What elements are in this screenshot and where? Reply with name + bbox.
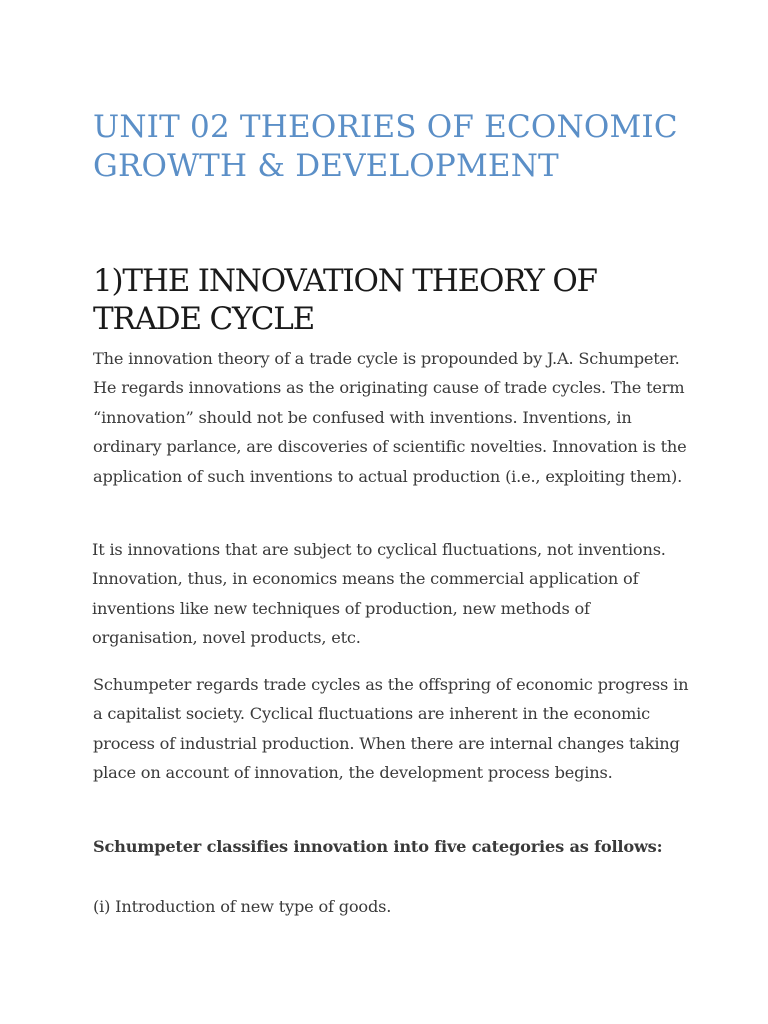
section-heading: 1)THE INNOVATION THEORY OF TRADE CYCLE (93, 263, 597, 337)
category-item: (i) Introduction of new type of goods. (93, 897, 392, 916)
paragraph-economic-progress: Schumpeter regards trade cycles as the offspring of economic progress in a capitalist society. Cyclical fluctuations are inherent in the economic process of industrial production. When there are internal changes taking place on account of innovation, the development process begins. (93, 675, 689, 783)
paragraph-cyclical-fluctuations: It is innovations that are subject to cyclical fluctuations, not inventions. Innovation, thus, in economics means the commercial application of inventions like new techniques of production, new methods of organisation, novel products, etc. (92, 540, 666, 648)
categories-intro: Schumpeter classifies innovation into five categories as follows: (93, 837, 663, 856)
unit-title: UNIT 02 THEORIES OF ECONOMIC GROWTH & DEVELOPMENT (93, 109, 678, 184)
paragraph-innovation-theory: The innovation theory of a trade cycle is propounded by J.A. Schumpeter. He regards innovations as the originating cause of trade cycles. The term “innovation” should not be confused with inventions. Inventions, in ordinary parlance, are discoveries of scientific novelties. Innovation is the application of such inventions to actual production (i.e., exploiting them). (93, 349, 687, 486)
